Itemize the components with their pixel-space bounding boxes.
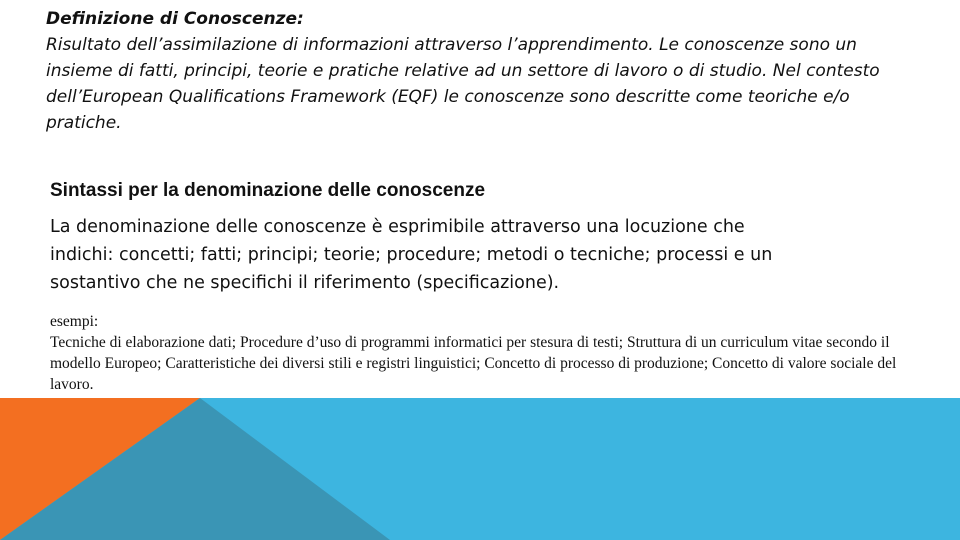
examples-text: Tecniche di elaborazione dati; Procedure d’uso di programmi informatici per stesura di testi; Struttura di un curriculum vitae secondo il modello Europeo; Caratteristiche dei diversi stili e registri linguistici; Concetto di processo di produzione; Concetto di valore sociale del lavoro. bbox=[50, 334, 897, 393]
definition-title: Definizione di Conoscenze: bbox=[46, 9, 304, 29]
definition-block bbox=[46, 6, 926, 136]
syntax-heading: Sintassi per la denominazione delle conoscenze bbox=[50, 180, 486, 201]
examples-block bbox=[50, 311, 930, 395]
syntax-text: La denominazione delle conoscenze è esprimibile attraverso una locuzione che indichi: concetti; fatti; principi; teorie; procedure; metodi o tecniche; processi e un sostantivo che ne specifichi il riferimento (specificazione). bbox=[50, 217, 773, 293]
definition-text: Risultato dell’assimilazione di informazioni attraverso l’apprendimento. Le conoscenze sono un insieme di fatti, principi, teorie e pratiche relative ad un settore di lavoro o di studio. Nel contesto dell’European Qualifications Framework (EQF) le conoscenze sono descritte come teoriche e/o pratiche. bbox=[46, 35, 880, 133]
examples-label: esempi: bbox=[50, 313, 99, 330]
